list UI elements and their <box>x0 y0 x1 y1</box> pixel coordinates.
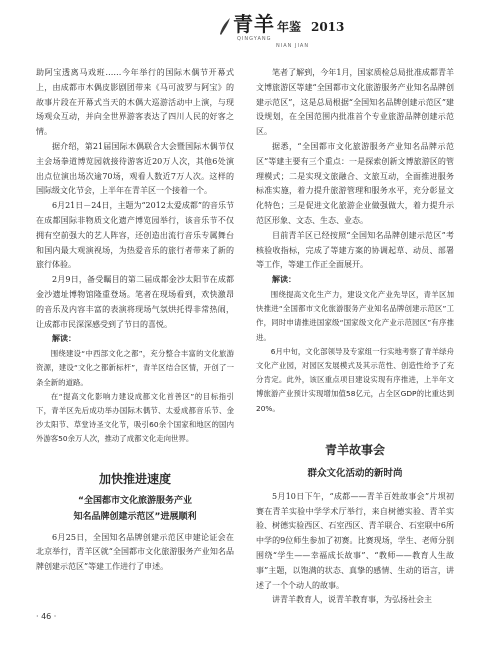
paragraph: 2月9日，备受瞩目的第二届成都金沙太阳节在成都金沙遗址博物馆隆重登场。笔者在现场看到，欢快激昂的音乐及内容丰富的表演将现场气氛烘托得非常热闹，让成都市民深深感受到了节日的喜悦。 <box>36 275 234 329</box>
interpretation-text: 围绕提高文化生产力，建设文化产业先导区，青羊区加快推进“全国都市文化旅游服务产业知名品牌创建示范区”工作，同时申请推进国家级“国家级文化产业示范园区”有序推进。 <box>256 289 454 342</box>
page-header <box>0 0 480 58</box>
paragraph: 笔者了解到，今年1月，国家质检总局批准成都青羊文博旅游区等建“全国都市文化旅游服务产业知名品牌创建示范区”，这是总局根据“全国知名品牌创建示范区”建设规划，在全国范围内批准首个专业旅游品牌创建示范区。 <box>256 68 454 137</box>
logo-year: 2013 <box>310 20 345 34</box>
section-title: 加快推进速度 <box>98 471 171 486</box>
paragraph: 讲青羊教育人，说青羊教育事，为弘扬社会主 <box>272 595 432 605</box>
section-title: 青羊故事会 <box>324 442 385 457</box>
section-subtitle: “全国都市文化旅游服务产业 <box>78 495 192 506</box>
section-subtitle: 知名品牌创建示范区”进展顺利 <box>73 511 197 522</box>
logo-main-text: 青羊 <box>233 12 275 36</box>
yearbook-logo <box>233 14 344 37</box>
paragraph: 5月10日下午，“成都——青羊百姓故事会”片坝初赛在青羊实验中学学术厅举行，来自树德实验、青羊实验、树德实验西区、石室西区、青羊联合、石室联中6所中学的9位师生参加了初赛。比赛现场，学生、老师分别围绕“学生——幸福成长故事”、“教师——教育人生故事”主题，以饱满的状态、真挚的感情、生动的语言，讲述了一个个动人的故事。 <box>256 491 454 590</box>
interpretation-label: 解读： <box>52 334 76 344</box>
interpretation-text: 6月中旬，文化部领导及专家组一行实地考察了青羊绿舟文化产业园，对园区发展模式及其示范性、创造性给予了充分肯定。此外，该区重点项目建设实现有序推进，上半年文博旅游产业预计实现增加值58亿元，占全区GDP的比重达到20%。 <box>256 346 454 413</box>
right-column <box>256 66 454 608</box>
interpretation-text: 在“提高文化影响力建设成都文化首善区”的目标指引下，青羊区先后成功举办国际木偶节、太爱成都音乐节、金沙太阳节、草堂诗圣文化节，吸引60余个国家和地区的国内外游客50余万人次，推动了成都文化走向世界。 <box>36 391 234 444</box>
logo-suffix-text: 年鉴 <box>277 20 302 34</box>
paragraph: 目前青羊区已经按照“全国知名品牌创建示范区”考核验收指标，完成了等建方案的协调起草、动员、部署等工作，等建工作正全面展开。 <box>256 230 454 270</box>
logo-pinyin: QINGYANG <box>237 36 272 42</box>
paragraph: 据介绍，第21届国际木偶联合大会暨国际木偶节仅主会场拳道博览园就接待游客近20万人次，其他6处演出点位演出场次逾70场，观看人数近7万人次。这样的国际级文化节会，上半年在青羊区一个接着一个。 <box>36 141 234 196</box>
paragraph: 据悉，“全国都市文化旅游服务产业知名品牌示范区”等建主要有三个重点：一是探索创新文博旅游区的管理模式；二是实现文旅融合、文旅互动，全面推进服务标准实施，着力提升旅游管理和服务水平，充分彰显文化特色；三是促进文化旅游企业做强做大，着力提升示范区形象、文态、生态、业态。 <box>256 141 454 225</box>
interpretation-text: 围绕建设“中西部文化之都”，充分整合丰富的文化旅游资源，建设“文化之都新标杆”，青羊区结合区情，开创了一条全新的道路。 <box>36 349 234 387</box>
paragraph: 6月21日－24日，主题为“2012太爱成都”的音乐节在成都国际非物质文化遗产博览园举行，该音乐节不仅拥有空前强大的艺人阵容，还创造出流行音乐专属舞台和国内最大观演视场，为热爱音乐的旅行者带来了新的旅行体验。 <box>36 201 234 270</box>
paragraph: 6月25日，全国知名品牌创建示范区申建论证会在北京举行，青羊区就“全国都市文化旅游服务产业知名品牌创建示范区”等建工作进行了申述。 <box>36 532 234 572</box>
paragraph: 助阿宝透离马戏班……今年举行的国际木偶节开幕式上，由成都市木偶皮影剧团带来《马可波罗与阿宝》的故事片段在开幕式当天的木偶大巡游活动中上演，与现场观众互动，并向全世界游客表达了四川人民的好客之情。 <box>36 68 234 137</box>
left-column <box>36 66 234 575</box>
section-subtitle: 群众文化活动的新时尚 <box>307 467 403 479</box>
ink-brush-icon <box>218 16 232 36</box>
interpretation-label: 解读： <box>272 275 296 285</box>
logo-pinyin-2: NIAN JIAN <box>276 43 310 49</box>
page-number: · 46 · <box>36 612 57 621</box>
